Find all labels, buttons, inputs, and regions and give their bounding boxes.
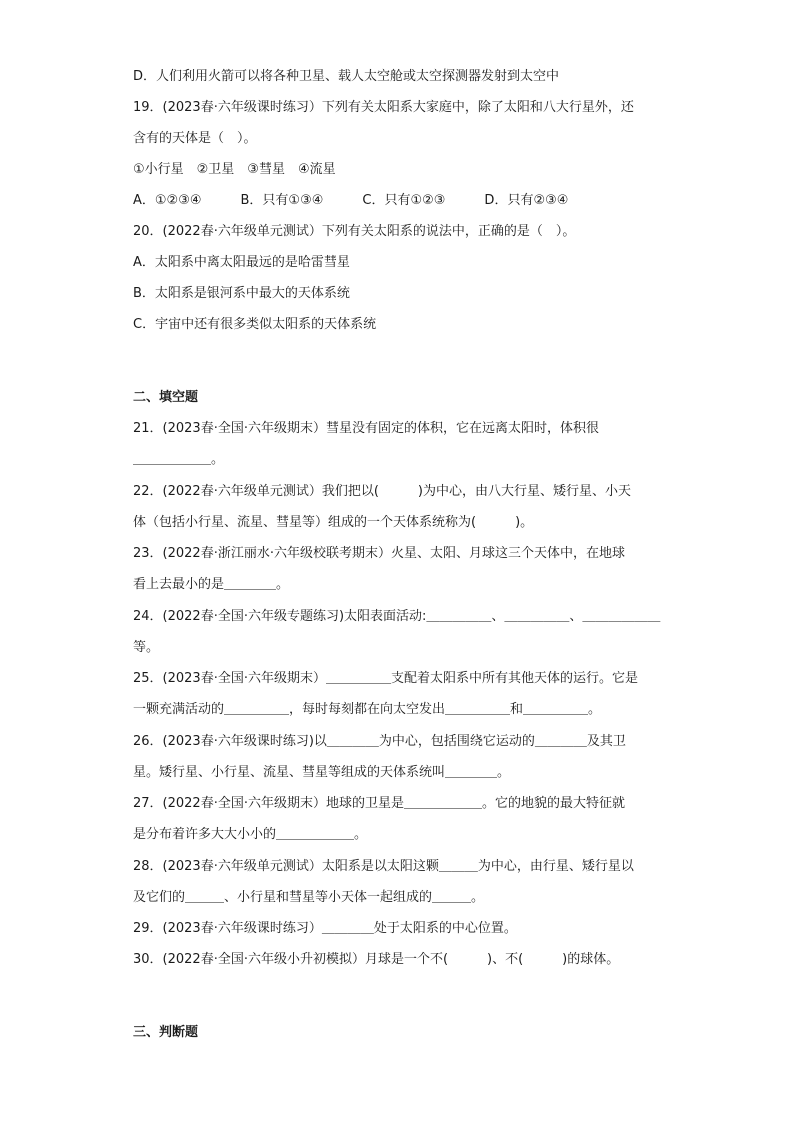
question-23-line-1: 23．(2022春·浙江丽水·六年级校联考期末）火星、太阳、月球这三个天体中，在地球 [133, 546, 625, 561]
question-29: 29．(2023春·六年级课时练习）＿＿＿＿处于太阳系的中心位置。 [133, 921, 517, 936]
question-19-options: A．①②③④ B．只有①③④ C．只有①②③ D．只有②③④ [133, 193, 569, 208]
question-24-line-1: 24．(2022春·全国·六年级专题练习)太阳表面活动:＿＿＿＿＿、＿＿＿＿＿、＿＿＿＿＿＿ [133, 609, 661, 624]
question-20-option-a: A．太阳系中离太阳最远的是哈雷彗星 [133, 255, 350, 270]
question-20-stem: 20．(2022春·六年级单元测试）下列有关太阳系的说法中，正确的是（ ）。 [133, 224, 576, 239]
question-23-line-2: 看上去最小的是＿＿＿＿。 [133, 577, 290, 592]
question-19-line-2: 含有的天体是（ ）。 [133, 131, 257, 146]
question-19-line-1: 19．(2023春·六年级课时练习）下列有关太阳系大家庭中，除了太阳和八大行星外，还 [133, 100, 634, 115]
question-26-line-1: 26．(2023春·六年级课时练习)以＿＿＿＿为中心，包括围绕它运动的＿＿＿＿及其卫 [133, 734, 626, 749]
question-28-line-2: 及它们的＿＿＿、小行星和彗星等小天体一起组成的＿＿＿。 [133, 890, 485, 905]
section-heading-fill-in: 二、填空题 [133, 390, 199, 405]
question-27-line-1: 27．(2022春·全国·六年级期末）地球的卫星是＿＿＿＿＿＿。它的地貌的最大特征就 [133, 796, 625, 811]
option-d-text: D．人们利用火箭可以将各种卫星、载人太空舱或太空探测器发射到太空中 [133, 69, 560, 84]
question-27-line-2: 是分布着许多大大小小的＿＿＿＿＿＿。 [133, 827, 368, 842]
question-20-option-b: B．太阳系是银河系中最大的天体系统 [133, 286, 350, 301]
section-heading-true-false: 三、判断题 [133, 1025, 199, 1040]
question-22-line-2: 体（包括小行星、流星、彗星等）组成的一个天体系统称为( )。 [133, 515, 534, 530]
question-22-line-1: 22．(2022春·六年级单元测试）我们把以( )为中心，由八大行星、矮行星、小天 [133, 484, 631, 499]
question-26-line-2: 星。矮行星、小行星、流星、彗星等组成的天体系统叫＿＿＿＿。 [133, 765, 511, 780]
question-20-option-c: C．宇宙中还有很多类似太阳系的天体系统 [133, 317, 377, 332]
question-25-line-1: 25．(2023春·全国·六年级期末）＿＿＿＿＿支配着太阳系中所有其他天体的运行。它是 [133, 671, 638, 686]
question-21-line-1: 21．(2023春·全国·六年级期末）彗星没有固定的体积，它在远离太阳时，体积很 [133, 421, 599, 436]
question-28-line-1: 28．(2023春·六年级单元测试）太阳系是以太阳这颗＿＿＿为中心，由行星、矮行星以 [133, 859, 634, 874]
question-19-items: ①小行星 ②卫星 ③彗星 ④流星 [133, 162, 336, 177]
question-25-line-2: 一颗充满活动的＿＿＿＿＿，每时每刻都在向太空发出＿＿＿＿＿和＿＿＿＿＿。 [133, 702, 602, 717]
question-24-line-2: 等。 [133, 640, 160, 655]
question-30: 30．(2022春·全国·六年级小升初模拟）月球是一个不( )、不( )的球体。 [133, 952, 620, 967]
question-21-line-2: ＿＿＿＿＿＿。 [133, 452, 225, 467]
